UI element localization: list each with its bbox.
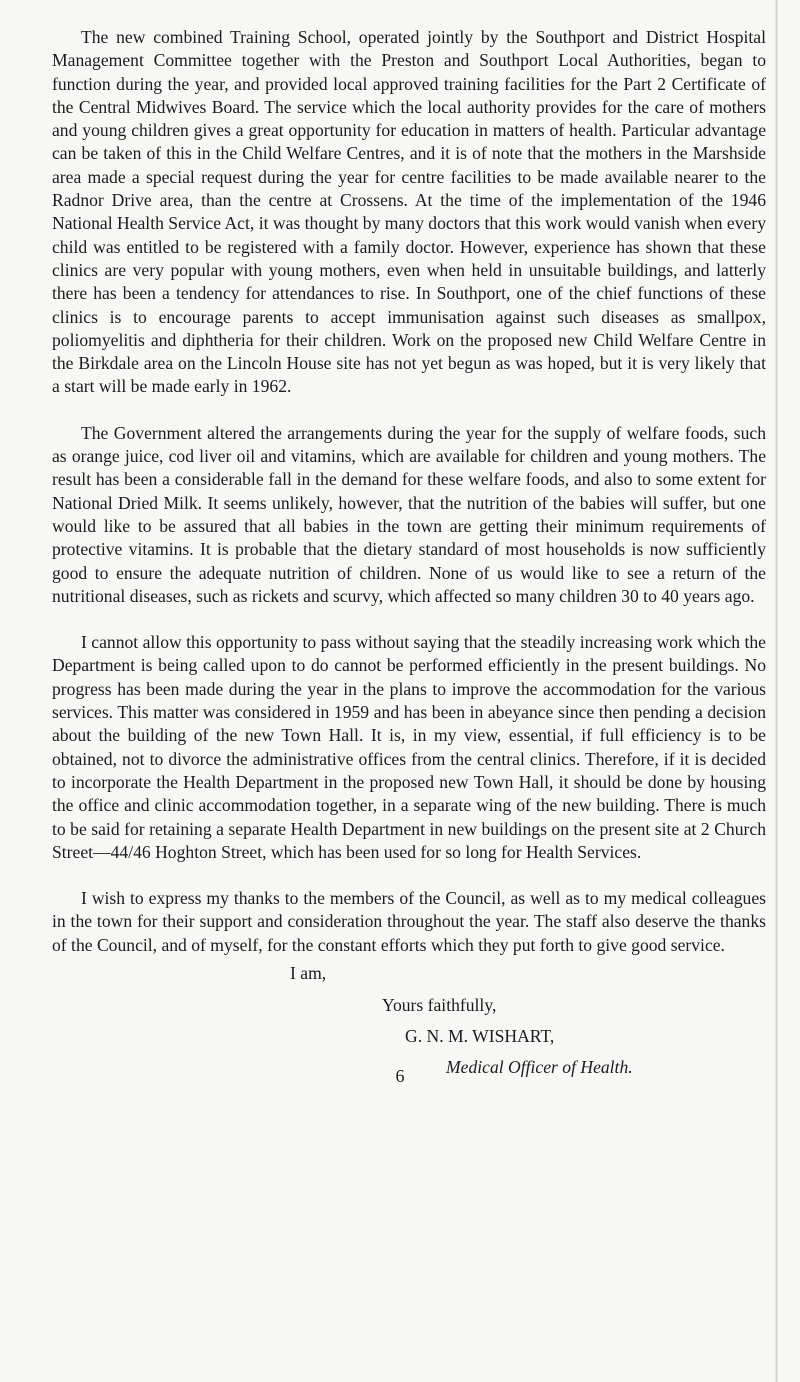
signatory-title: Medical Officer of Health. bbox=[446, 1056, 633, 1077]
paragraph-welfare-foods: The Government altered the arrangements during the year for the supply of welfare foods, such as orange juice, cod liver oil and vitamins, which are available for children and young mothers. The result has been a considerable fall in the demand for these welfare foods, and also to some extent for National Dried Milk. It seems unlikely, however, that the nutrition of the babies will suffer, but one would like to be assured that all babies in the town are getting their minimum requirements of protective vitamins. It is probable that the dietary standard of most households is now sufficiently good to ensure the adequate nutrition of children. None of us would like to see a return of the nutritional diseases, such as rickets and scurvy, which affected so many children 30 to 40 years ago. bbox=[52, 422, 766, 606]
paragraph-training-school: The new combined Training School, operated jointly by the Southport and District Hospital Management Committee together with the Preston and Southport Local Authorities, began to function during the year, and provided local approved training facilities for the Part 2 Certificate of the Central Midwives Board. The service which the local authority provides for the care of mothers and young children gives a great opportunity for education in matters of health. Particular advantage can be taken of this in the Child Welfare Centres, and it is of note that the mothers in the Marshside area made a special request during the year for centre facilities to be made available nearer to the Radnor Drive area, than the centre at Crossens. At the time of the implementation of the 1946 National Health Service Act, it was thought by many doctors that this work would vanish when every child was entitled to be registered with a family doctor. However, experience has shown that these clinics are very popular with young mothers, even when held in unsuitable buildings, and latterly there has been a tendency for attendances to rise. In Southport, one of the chief functions of these clinics is to encourage parents to accept immunisation against such diseases as smallpox, poliomyelitis and diphtheria for their children. Work on the proposed new Child Welfare Centre in the Birkdale area on the Lincoln House site has not yet begun as was hoped, but it is very likely that a start will be made early in 1962. bbox=[52, 27, 766, 397]
binding-edge-shadow bbox=[775, 0, 778, 1382]
page-number: 6 bbox=[395, 1066, 405, 1086]
paragraph-accommodation: I cannot allow this opportunity to pass without saying that the steadily increasing work which the Department is being called upon to do cannot be performed efficiently in the present buildings. No progress has been made during the year in the plans to improve the accommodation for the various services. This matter was considered in 1959 and has been in abeyance since then pending a decision about the building of the new Town Hall. It is, in my view, essential, if full efficiency is to be obtained, not to divorce the administrative offices from the central clinics. Therefore, if it is decided to incorporate the Health Department in the proposed new Town Hall, it should be done by housing the office and clinic accommodation together, in a separate wing of the new building. There is much to be said for retaining a separate Health Department in new buildings on the present site at 2 Church Street—44/46 Hoghton Street, which has been used for so long for Health Services. bbox=[52, 632, 766, 862]
closing-valediction: Yours faithfully, bbox=[382, 994, 497, 1015]
letter-body bbox=[52, 26, 766, 1086]
paragraph-thanks: I wish to express my thanks to the members of the Council, as well as to my medical colleagues in the town for their support and consideration throughout the year. The staff also deserve the thanks of the Council, and of myself, for the constant efforts which they put forth to give good service. bbox=[52, 888, 766, 955]
signatory-name: G. N. M. WISHART, bbox=[405, 1025, 555, 1046]
closing-salutation: I am, bbox=[290, 962, 327, 983]
